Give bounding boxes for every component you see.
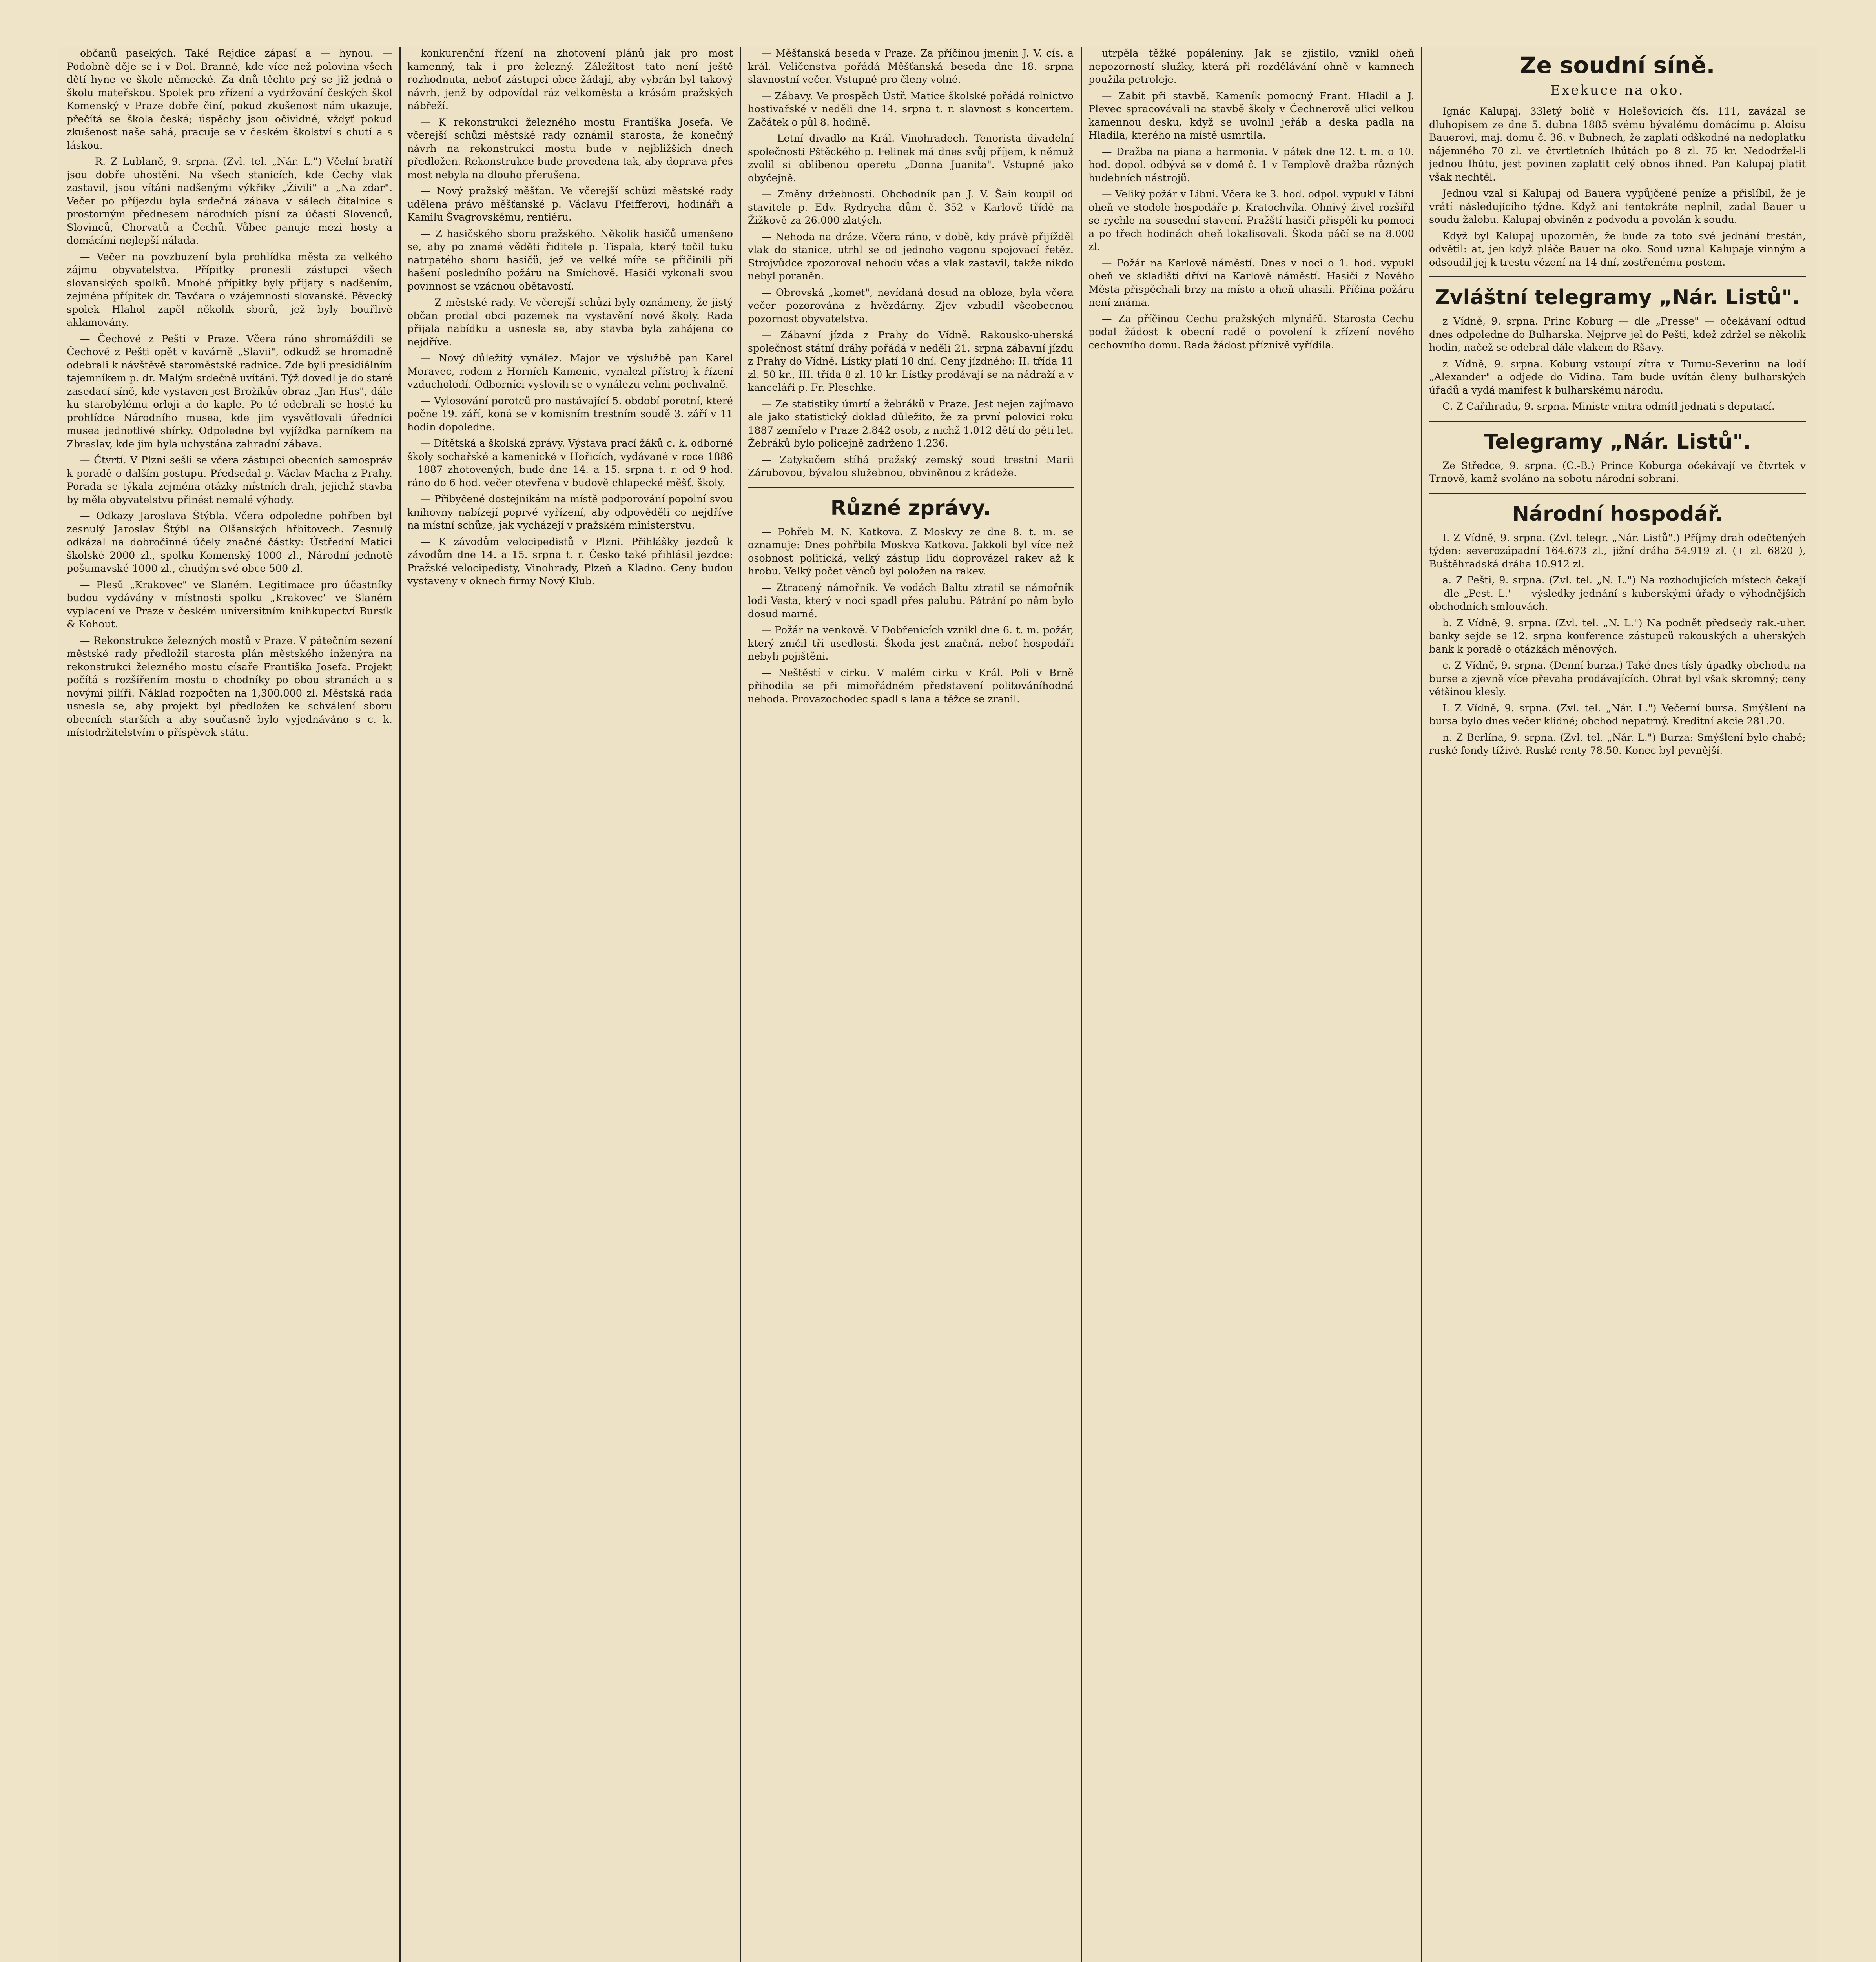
news-paragraph: Když byl Kalupaj upozorněn, že bude za toto své jednání trestán, odvětil: at, jen když pláče Bauer na oko. Soud uznal Kalupaje vinným a odsoudil jej k trestu vězení na 14 dní, zostřenému postem. — [1429, 230, 1806, 268]
news-paragraph: — Čtvrtí. V Plzni sešli se včera zástupci obecních samospráv k poradě o dalším postupu. Předsedal p. Václav Macha z Prahy. Porada se týkala zejména otázky místních drah, jejichž stavba by měla obyvatelstvu přinést nemalé výhody. — [67, 454, 392, 506]
news-paragraph: — Pohřeb M. N. Katkova. Z Moskvy ze dne 8. t. m. se oznamuje: Dnes pohřbila Moskva Katkova. Jakkoli byl více než osobnost politická, velký zástup lidu doprovázel rakev až k hrobu. Velký počet věnců byl položen na rakev. — [748, 526, 1074, 577]
news-paragraph: — Nový důležitý vynález. Major ve výslužbě pan Karel Moravec, rodem z Horních Kamenic, vynalezl přístroj k řízení vzducholodí. Odborníci vyslovili se o vynálezu velmi pochvalně. — [407, 352, 733, 390]
telegrams-list — [1429, 315, 1806, 414]
news-paragraph: — Ze statistiky úmrtí a žebráků v Praze. Jest nejen zajímavo ale jako statistický doklad důležito, že za první polovici roku 1887 zemřelo v Praze 2.842 osob, z nichž 1.012 dětí do pěti let. Žebráků bylo policejně zadrženo 1.236. — [748, 398, 1074, 449]
court-subheading: Exekuce na oko. — [1550, 82, 1685, 98]
news-paragraph: — R. Z Lublaně, 9. srpna. (Zvl. tel. „Nár. L.") Včelní bratří jsou dobře uhostěni. Na všech stanicích, kde Čechy vlak zastavil, jsou vítáni nadšenými výkřiky „Živili" a „Na zdar". Večer po příjezdu byla srdečná zábava v sálech čitalnice s prostorným přednesem národních písní za účasti Slovenců, Slovinců, Chorvatů a Čechů. Vůbec panuje mezi hosty a domácími nejlepší nálada. — [67, 156, 392, 246]
news-paragraph: — Zábavní jízda z Prahy do Vídně. Rakousko-uherská společnost státní dráhy pořádá v neděli 21. srpna zábavní jízdu z Prahy do Vídně. Lístky platí 10 dní. Ceny jízdného: II. třída 11 zl. 50 kr., III. třída 8 zl. 10 kr. Lístky prodávají se na nádraží a v kanceláři p. Fr. Pleschke. — [748, 329, 1074, 394]
economy-heading: Národní hospodář. — [1512, 502, 1723, 526]
column-divider — [1081, 47, 1082, 1962]
news-paragraph: — Zabit při stavbě. Kameník pomocný Frant. Hladil a J. Plevec spracovávali na stavbě školy v Čechnerově ulici velkou kamennou desku, když se uvolnil jeřáb a deska padla na Hladila, kterého na místě usmrtila. — [1088, 90, 1414, 141]
news-paragraph: Ze Středce, 9. srpna. (C.-B.) Prince Koburga očekávají ve čtvrtek v Trnově, kamž svoláno na sobotu národní sobraní. — [1429, 460, 1806, 485]
news-paragraph: — Nehoda na dráze. Včera ráno, v době, kdy právě přijížděl vlak do stanice, utrhl se od jednoho vagonu spojovací řetěz. Strojvůdce zpozoroval nehodu včas a vlak zastavil, takže nikdo nebyl poraněn. — [748, 231, 1074, 282]
telegrams-2-list — [1429, 460, 1806, 486]
news-paragraph: — Požár na venkově. V Dobřenicích vznikl dne 6. t. m. požár, který zničil tři usedlosti. Škoda jest značná, neboť hospodáři nebyli pojištěni. — [748, 624, 1074, 662]
news-paragraph: — Přibyčené dostejnikám na místě podporování popolní svou knihovny nabízejí poprvé vyřízení, aby odpověděli co nejdříve na místní schůze, jak vycházejí v pražském ministerstvu. — [407, 493, 733, 531]
news-paragraph: — Zábavy. Ve prospěch Ústř. Matice školské pořádá rolnictvo hostivařské v neděli dne 14. srpna t. r. slavnost s koncertem. Začátek o půl 8. hodině. — [748, 90, 1074, 128]
news-paragraph: C. Z Cařihradu, 9. srpna. Ministr vnitra odmítl jednati s deputací. — [1442, 401, 1775, 412]
news-paragraph: I. Z Vídně, 9. srpna. (Zvl. telegr. „Nár. Listů".) Příjmy drah odečtených týden: severozápadní 164.673 zl., jižní dráha 54.919 zl. (+ zl. 6820 ), Buštěhradská dráha 10.912 zl. — [1429, 532, 1806, 570]
news-paragraph: — Rekonstrukce železných mostů v Praze. V pátečním sezení městské rady předložil starosta plán městského inženýra na rekonstrukci železného mostu císaře Františka Josefa. Projekt počítá s rozšířením mostu o chodníky po obou stranách a s novými pilíři. Náklad rozpočten na 1,300.000 zl. Městská rada usnesla se, aby projekt byl předložen ke schválení sboru obecních starších a aby současně bylo vyjednáváno s c. k. místodržitelstvím o příspěvek státu. — [67, 635, 392, 738]
section-divider — [748, 487, 1074, 488]
column-3-misc — [748, 526, 1074, 706]
column-4 — [1088, 47, 1414, 1962]
column-divider — [399, 47, 401, 1962]
news-paragraph: — Z hasičského sboru pražského. Několik hasičů umenšeno se, aby po znamé věděti řiditele p. Tispala, který točil tuku natrpatého sboru hasičů, jež ve velké míře se přičinili při hašení posledního požáru na Smíchově. Hasiči vykonali svou povinnost se vzácnou obětavostí. — [407, 228, 733, 292]
news-paragraph: — Požár na Karlově náměstí. Dnes v noci o 1. hod. vypukl oheň ve skladišti dříví na Karlově náměstí. Hasiči z Nového Města přispěchali brzy na místo a oheň uhasili. Příčina požáru není známa. — [1088, 257, 1414, 308]
section-divider — [1429, 421, 1806, 422]
news-paragraph: — Vylosování porotců pro nastávající 5. období porotní, které počne 19. září, koná se v komisním trestním soudě 3. září v 11 hodin dopoledne. — [407, 395, 733, 433]
news-paragraph: — K závodům velocipedistů v Plzni. Přihlášky jezdců k závodům dne 14. a 15. srpna t. r. Česko také přihlásil jezdce: Pražské velocipedisty, Vinohrady, Plzeň a Kladno. Ceny budou vystaveny v oknech firmy Nový Klub. — [407, 536, 733, 587]
telegrams-2-heading: Telegramy „Nár. Listů". — [1484, 430, 1751, 454]
news-paragraph: z Vídně, 9. srpna. Koburg vstoupí zítra v Turnu-Severinu na lodí „Alexander" a odjede do Vidina. Tam bude uvítán členy bulharských úřadů a vydá manifest k bulharskému národu. — [1429, 358, 1806, 396]
column-2 — [407, 47, 733, 1962]
news-paragraph: — Za příčinou Cechu pražských mlynářů. Starosta Cechu podal žádost k obecní radě o povolení k zřízení nového cechovního domu. Rada žádost příznivě vyřídila. — [1088, 313, 1414, 351]
court-heading: Ze soudní síně. — [1520, 52, 1715, 78]
news-paragraph: — Dražba na piana a harmonia. V pátek dne 12. t. m. o 10. hod. dopol. odbývá se v domě č. 1 v Templově dražba různých hudebních nástrojů. — [1088, 146, 1414, 184]
news-paragraph: z Vídně, 9. srpna. Princ Koburg — dle „Presse" — očekávaní odtud dnes odpoledne do Bulharska. Nejprve jel do Pešti, kdež zdržel se několik hodin, načež se odebral dále vlakem do Ršavy. — [1429, 315, 1806, 354]
news-paragraph: Ignác Kalupaj, 33letý bolič v Holešovicích čís. 111, zavázal se dluhopisem ze dne 5. dubna 1885 svému bývalému domácímu p. Aloisu Bauerovi, maj. domu č. 36. v Bubnech, že zaplatí odškodné na nedoplatku nájemného 70 zl. ve čtvrtletních lhůtách po 8 zl. 75 kr. Nedodržel-li jednou lhůtu, jest povinen zaplatit celý obnos ihned. Pan Kalupaj platit však nechtěl. — [1429, 106, 1806, 183]
news-paragraph: — Letní divadlo na Král. Vinohradech. Tenorista divadelní společnosti Pštěckého p. Felinek má dnes svůj příjem, k němuž zvolil si oblíbenou operetu „Donna Juanita". Vstupné jako obyčejně. — [748, 133, 1074, 184]
news-paragraph: — Veliký požár v Libni. Včera ke 3. hod. odpol. vypukl v Libni oheň ve stodole hospodáře p. Kratochvíla. Ohnivý živel rozšířil se rychle na sousední stavení. Pražští hasiči přispěli ku pomoci a po třech hodinách oheň lokalisovali. Škoda páčí se na 8.000 zl. — [1088, 188, 1414, 253]
news-paragraph: a. Z Pešti, 9. srpna. (Zvl. tel. „N. L.") Na rozhodujících místech čekají — dle „Pest. L." — výsledky jednání s kuberskými úřady o výhodnějších obchodních smlouvách. — [1429, 574, 1806, 613]
news-paragraph: — Odkazy Jaroslava Štýbla. Včera odpoledne pohřben byl zesnulý Jaroslav Štýbl na Olšanských hřbitovech. Zesnulý odkázal na dobročinné účely značné částky: Ústřední Matici školské 2000 zl., spolku Komenský 1000 zl., Národní jednotě pošumavské 1000 zl., chudým své obce 500 zl. — [67, 510, 392, 574]
news-paragraph: Jednou vzal si Kalupaj od Bauera vypůjčené peníze a přislíbil, že je vrátí následujícího týdne. Když ani tentokráte neplnil, zadal Bauer u soudu žalobu. Kalupaj obviněn z podvodu a povolán k soudu. — [1429, 188, 1806, 226]
news-paragraph: — K rekonstrukci železného mostu Františka Josefa. Ve včerejší schůzi městské rady oznámil starosta, že konečný návrh na rekonstrukci mostu bude v nejbližších dnech předložen. Rekonstrukce bude provedena tak, aby doprava přes most nebyla na dlouho přerušena. — [407, 116, 733, 181]
news-paragraph: konkurenční řízení na zhotovení plánů jak pro most kamenný, tak i pro železný. Záležitost tato není ještě rozhodnuta, neboť zástupci obce žádají, aby vybrán byl takový návrh, jenž by odpovídal ráz velkoměsta a krásám pražských nábřeží. — [407, 47, 733, 112]
court-article — [1429, 105, 1806, 269]
news-paragraph: I. Z Vídně, 9. srpna. (Zvl. tel. „Nár. L.") Večerní bursa. Smýšlení na bursa bylo dnes večer klidné; obchod nepatrný. Kreditní akcie 281.20. — [1429, 702, 1806, 727]
column-divider — [740, 47, 741, 1962]
news-paragraph: — Zatykačem stíhá pražský zemský soud trestní Marii Zárubovou, bývalou služebnou, obviněnou z krádeže. — [748, 454, 1074, 479]
news-paragraph: b. Z Vídně, 9. srpna. (Zvl. tel. „N. L.") Na podnět předsedy rak.-uher. banky sejde se 12. srpna konference zástupců rakouských a uherských bank k poradě o otázkách měnových. — [1429, 617, 1806, 655]
column-divider — [1421, 47, 1422, 1962]
news-paragraph: utrpěla těžké popáleniny. Jak se zjistilo, vznikl oheň nepozorností služky, která při rozdělávání ohně v kamnech použila petroleje. — [1088, 47, 1414, 86]
newspaper-page — [59, 47, 1817, 1962]
news-paragraph: — Neštěstí v cirku. V malém cirku v Král. Poli v Brně přihodila se při mimořádném představení politováníhodná nehoda. Provazochodec spadl s lana a těžce se zranil. — [748, 667, 1074, 705]
news-paragraph: — Z městské rady. Ve včerejší schůzi byly oznámeny, že jistý občan prodal obci pozemek na vystavění nové školy. Rada přijala nabídku a usnesla se, aby stavba byla zahájena co nejdříve. — [407, 297, 733, 348]
news-paragraph: n. Z Berlína, 9. srpna. (Zvl. tel. „Nár. L.") Burza: Smýšlení bylo chabé; ruské fondy tíživé. Ruské renty 78.50. Konec byl pevnější. — [1429, 731, 1806, 757]
section-divider — [1429, 276, 1806, 277]
news-paragraph: — Měšťanská beseda v Praze. Za příčinou jmenin J. V. cís. a král. Veličenstva pořádá Měšťanská beseda dne 18. srpna slavnostní večer. Vstupné pro členy volné. — [748, 47, 1074, 86]
column-5 — [1429, 47, 1806, 1962]
news-paragraph: — Dítětská a školská zprávy. Výstava prací žáků c. k. odborné školy sochařské a kamenické v Hořicích, vydávané v roce 1886—1887 zhotovených, bude dne 14. a 15. srpna t. r. od 9 hod. ráno do 6 hod. večer otevřena v budově chlapecké měšť. školy. — [407, 438, 733, 489]
column-3 — [748, 47, 1074, 1962]
column-1 — [67, 47, 392, 1962]
news-paragraph: — Obrovská „komet", nevídaná dosud na obloze, byla včera večer pozorována z hvězdárny. Zjev vzbudil všeobecnou pozornost obyvatelstva. — [748, 286, 1074, 325]
news-paragraph: c. Z Vídně, 9. srpna. (Denní burza.) Také dnes tísly úpadky obchodu na burse a zjevně více převaha prodávajících. Obrat byl však skromný; ceny většinou klesly. — [1429, 660, 1806, 698]
telegrams-heading: Zvláštní telegramy „Nár. Listů". — [1435, 286, 1800, 309]
news-paragraph: občanů pasekých. Také Rejdice zápasí a — hynou. — Podobně děje se i v Dol. Branné, kde více než polovina všech dětí hyne ve škole německé. Za dnů těchto prý se již jedná o školu mateřskou. Spolek pro zřízení a vydržování českých škol Komenský v Praze dobře činí, pokud zkušenost nám ukazuje, přečítá se škola česká; úspěchy jsou očividné, vždyť pokud zkušenost naše sahá, pracuje se v českém školství s chutí a s láskou. — [67, 47, 392, 151]
news-paragraph: — Změny držebnosti. Obchodník pan J. V. Šain koupil od stavitele p. Edv. Rydrycha dům č. 352 v Karlově třídě na Žižkově za 26.000 zlatých. — [748, 188, 1074, 226]
news-paragraph: — Ztracený námořník. Ve vodách Baltu ztratil se námořník lodi Vesta, který v noci spadl přes palubu. Pátrání po něm bylo dosud marné. — [748, 582, 1074, 620]
news-paragraph: — Čechové z Pešti v Praze. Včera ráno shromáždili se Čechové z Pešti opět v kavárně „Slavii", odkudž se hromadně odebrali k návštěvě staroměstské radnice. Zde byli presidiálním tajemníkem p. dr. Malým srdečně uvítáni. Týž dovedl je do staré zasedací síně, kde vystaven jest Brožíkův obraz „Jan Hus", dále ku starobylému orloji a do kaple. Po té odebrali se hosté ku prohlídce Národního musea, kde jim vysvětlovali úředníci musea jednotlivé sbírky. Odpoledne byl vyjížďka parníkem na Zbraslav, kde jim byla uchystána zahradní zábava. — [67, 333, 392, 450]
column-3-news — [748, 47, 1074, 480]
section-divider — [1429, 493, 1806, 494]
news-paragraph: — Nový pražský měšťan. Ve včerejší schůzi městské rady udělena právo měšťanské p. Václavu Pfeifferovi, hodináři a Kamilu Švagrovskému, rentiéru. — [407, 185, 733, 223]
news-paragraph: — Plesů „Krakovec" ve Slaném. Legitimace pro účastníky budou vydávány v místnosti spolku „Krakovec" ve Slaném vyplacení ve Praze v českém universitním knihkupectví Bursík & Kohout. — [67, 579, 392, 630]
news-paragraph: — Večer na povzbuzení byla prohlídka města za velkého zájmu obyvatelstva. Přípitky pronesli zástupci všech slovanských spolků. Mnohé přípitky byly přijaty s nadšením, zejména přípitek dr. Tavčara o vzájemnosti slovanské. Pěvecký spolek Hlahol zapěl několik sborů, jež byly bouřlivě aklamovány. — [67, 251, 392, 328]
section-heading-misc: Různé zprávy. — [830, 496, 991, 520]
economy-list — [1429, 532, 1806, 758]
